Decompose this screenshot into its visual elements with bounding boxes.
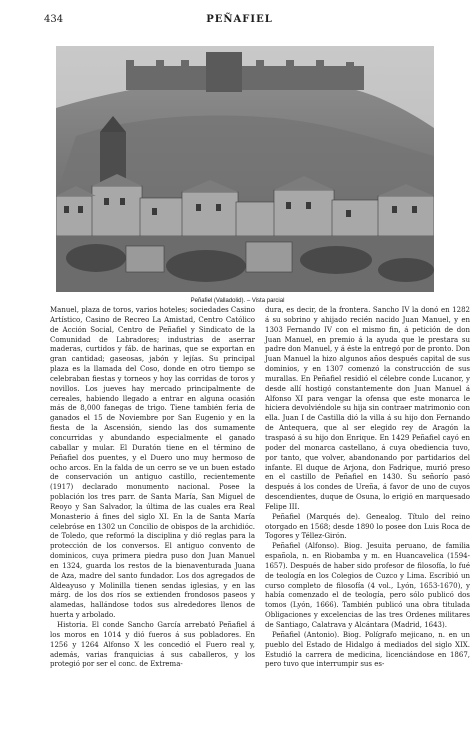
- paragraph: dura, es decir, de la frontera. Sancho IV la donó en 1282 á su sobrino y ahijado recién nacido Juan Manuel, y en 1303 Fernando IV con el mismo fin, á petición de don Juan Manuel, en premio á la ayuda que le prestara su padre don Manuel, y á éste la entregó por de pronto. Don Juan Manuel la hizo algunos años después capital de sus dominios, y en 1307 comenzó la construcción de sus murallas. En Peñafiel residió el célebre conde Lucanor, y desde allí hostigó constantemente don Juan Manuel á Alfonso XI para vengar la ofensa que este monarca le hiciera devolviéndole su hija sin contraer matrimonio con ella. Juan I de Castilla dió la villa á su hijo don Fernando de Antequera, que al ser elegido rey de Aragón la traspasó á su hijo don Enrique. En 1429 Peñafiel cayó en poder del monarca castellano, á cuya obediencia tuvo, por tanto, que volver, abandonando por partidarios del infante. El duque de Arjona, don Fadrique, murió preso en el castillo de Peñafiel en 1430. Su señorío pasó después á los condes de Ureña, á favor de uno de cuyos descendientes, duque de Osuna, lo erigió en marquesado Felipe III.: [265, 306, 470, 511]
- penafiel-photograph: [56, 46, 434, 292]
- paragraph: Peñafiel (Antonio). Biog. Polígrafo mejicano, n. en un pueblo del Estado de Hidalgo á mediados del siglo XIX. Estudió la carrera de medicina, licenciándose en 1867, pero tuvo que interrumpir sus es-: [265, 630, 470, 669]
- running-title: PEÑAFIEL: [206, 14, 273, 25]
- paragraph: Historia. El conde Sancho García arrebató Peñafiel á los moros en 1014 y dió fueros á sus pobladores. En 1256 y 1264 Alfonso X les concedió el Fuero real y, además, varias franquicias á sus caballeros, y los protegió por ser el conc. de Extrema-: [50, 621, 255, 669]
- left-text-column: [50, 306, 255, 670]
- paragraph: Peñafiel (Alfonso). Biog. Jesuita peruano, de familia española, n. en Riobamba y m. en Huancavelica (1594-1657). Después de haber sido profesor de filosofía, lo fué de teología en los Colegios de Cuzco y Lima. Escribió un curso completo de filosofía (4 vol., Lyón, 1653-1670), y había comenzado el de teología, pero sólo publicó dos tomos (Lyón, 1666). También publicó una obra titulada Obligaciones y excelencias de las tres Ordenes militares de Santiago, Calatrava y Alcántara (Madrid, 1643).: [265, 542, 470, 629]
- penafiel-landscape-illustration: [56, 46, 434, 292]
- page-number: 434: [44, 14, 64, 25]
- figure-caption: Peñafiel (Valladolid). – Vista parcial: [190, 298, 285, 304]
- paragraph: Peñafiel (Marqués de). Genealog. Título del reino otorgado en 1568; desde 1890 lo posee don Luis Roca de Togores y Téllez-Girón.: [265, 512, 470, 541]
- right-text-column: [265, 306, 470, 670]
- page-header: [44, 14, 435, 28]
- paragraph: Manuel, plaza de toros, varios hoteles; sociedades Casino Artístico, Casino de Recreo La Amistad, Centro Católico de Acción Social, Centro de Peñafiel y Sindicato de la Comunidad de Labradores; industrias de aserrar maderas, curtidos y fáb. de harinas, que se exportan en gran cantidad; gaseosas, jabón y lejías. Su principal plaza es la llamada del Coso, donde en otro tiempo se celebraban fiestas y torneos y hoy las corridas de toros y novillos. Los jueves hay mercado principalmente de cereales, habiendo llegado a entrar en alguna ocasión más de 8,000 fanegas de trigo. Tiene también feria de ganados el 15 de Noviembre por San Eugenio y en la fiesta de la Ascensión, siendo las dos sumamente concurridas y abundando especialmente el ganado caballar y mular. El Duratón tiene en el término de Peñafiel dos puentes, y el Duero uno muy hermoso de ocho arcos. En la falda de un cerro se ve un buen estado de conservación un antiguo castillo, recientemente (1917) declarado monumento nacional. Posee la población los tres parr. de Santa María, San Miguel de Reoyo y San Salvador, la última de las cuales era Real Monasterio á fines del siglo XI. En la de Santa María celebróse en 1302 un Concilio de obispos de la archidióc. de Toledo, que reformó la disciplina y dió reglas para la protección de los conversos. El antiguo convento de dominicos, cuya primera piedra puso don Juan Manuel en 1324, guarda los restos de la bienaventurada Juana de Aza, madre del santo fundador. Los dos agregados de Aldeayuso y Molinilla tienen sendas iglesias, y en las márg. de los dos ríos se extienden frondosos paseos y alamedas, hallándose todos sus alrededores llenos de huerta y arbolado.: [50, 306, 255, 620]
